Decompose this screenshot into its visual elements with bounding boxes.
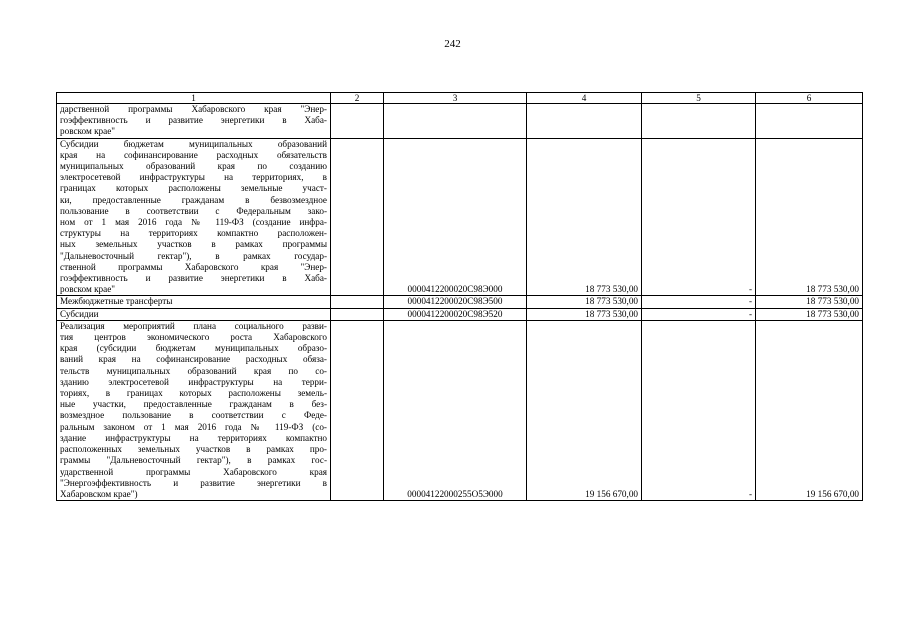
description-line: Межбюджетные трансферты [60, 296, 173, 307]
column-header: 5 [642, 93, 756, 104]
row-amount [527, 104, 642, 139]
description-line: тия центров экономического роста Хабаровского [60, 332, 327, 343]
column-header: 4 [527, 93, 642, 104]
description-line: Субсидии [60, 308, 99, 319]
description-line: ных земельных участков в рамках программы [60, 239, 327, 250]
description-line: края (субсидии бюджетам муниципальных образо- [60, 343, 327, 354]
description-line: ровском крае" [60, 126, 116, 137]
row-change: - [642, 296, 756, 308]
column-header: 2 [331, 93, 384, 104]
description-line: здание инфраструктуры на территориях компактно [60, 432, 327, 443]
table-row [57, 308, 863, 320]
description-line: ные участки, предоставленные гражданам в без- [60, 399, 327, 410]
table-row [57, 138, 863, 296]
row-change: - [642, 320, 756, 500]
row-amount: 18 773 530,00 [527, 296, 642, 308]
row-col2 [331, 104, 384, 139]
description-line: пользование в соответствии с Федеральным зако- [60, 205, 327, 216]
description-line: Хабаровском крае") [60, 488, 138, 499]
row-total: 18 773 530,00 [756, 138, 863, 296]
description-line: Субсидии бюджетам муниципальных образований [60, 138, 327, 149]
column-header: 3 [384, 93, 527, 104]
row-col2 [331, 138, 384, 296]
row-code: 00004122000255О5Э000 [384, 320, 527, 500]
description-line: тельств муниципальных образований края по со- [60, 365, 327, 376]
column-header: 1 [57, 93, 331, 104]
column-header: 6 [756, 93, 863, 104]
row-code: 0000412200020С98Э000 [384, 138, 527, 296]
description-line: граммы "Дальневосточный гектар"), в рамках гос- [60, 455, 327, 466]
description-line: электросетевой инфраструктуры на территориях, в [60, 172, 327, 183]
row-amount: 18 773 530,00 [527, 138, 642, 296]
row-code [384, 104, 527, 139]
description-line: дарственной программы Хабаровского края "Энер- [60, 104, 327, 114]
description-line: ственной программы Хабаровского края "Энер- [60, 261, 327, 272]
table-row [57, 320, 863, 500]
description-line: ки, предоставленные гражданам в безвозмездное [60, 194, 327, 205]
row-code: 0000412200020С98Э500 [384, 296, 527, 308]
description-line: края на софинансирование расходных обязательств [60, 149, 327, 160]
description-line: расположенных земельных участков в рамках про- [60, 444, 327, 455]
row-change: - [642, 308, 756, 320]
row-description [57, 296, 331, 308]
row-total: 18 773 530,00 [756, 308, 863, 320]
description-line: возмездное пользование в соответствии с Феде- [60, 410, 327, 421]
description-line: гоэффективность и развитие энергетики в Хаба- [60, 115, 327, 126]
description-line: ваний края на софинансирование расходных обяза- [60, 354, 327, 365]
description-line: муниципальных образований края по созданию [60, 161, 327, 172]
description-line: ральным законом от 1 мая 2016 года № 119-ФЗ (со- [60, 421, 327, 432]
table-row [57, 296, 863, 308]
description-line: ном от 1 мая 2016 года № 119-ФЗ (создание инфра- [60, 217, 327, 228]
description-line: границах которых расположены земельные участ- [60, 183, 327, 194]
description-line: структуры на территориях компактно расположен- [60, 228, 327, 239]
description-line: ровском крае" [60, 284, 116, 295]
description-line: Реализация мероприятий плана социального разви- [60, 320, 327, 331]
description-line: "Дальневосточный гектар"), в рамках государ- [60, 250, 327, 261]
description-line: "Энергоэффективность и развитие энергетики в [60, 477, 327, 488]
description-line: ториях, в границах которых расположены земель- [60, 388, 327, 399]
table-header-row [57, 93, 863, 104]
row-total [756, 104, 863, 139]
row-amount: 19 156 670,00 [527, 320, 642, 500]
table-row [57, 104, 863, 139]
row-col2 [331, 320, 384, 500]
description-line: ударственной программы Хабаровского края [60, 466, 327, 477]
row-amount: 18 773 530,00 [527, 308, 642, 320]
budget-table [56, 92, 863, 501]
row-change: - [642, 138, 756, 296]
row-total: 18 773 530,00 [756, 296, 863, 308]
description-line: зданию электросетевой инфраструктуры на терри- [60, 376, 327, 387]
row-col2 [331, 308, 384, 320]
row-change [642, 104, 756, 139]
description-line: гоэффективность и развитие энергетики в Хаба- [60, 273, 327, 284]
row-total: 19 156 670,00 [756, 320, 863, 500]
row-description [57, 320, 331, 500]
row-col2 [331, 296, 384, 308]
row-description [57, 308, 331, 320]
page-number: 242 [444, 38, 461, 50]
row-code: 0000412200020С98Э520 [384, 308, 527, 320]
row-description [57, 104, 331, 139]
row-description [57, 138, 331, 296]
